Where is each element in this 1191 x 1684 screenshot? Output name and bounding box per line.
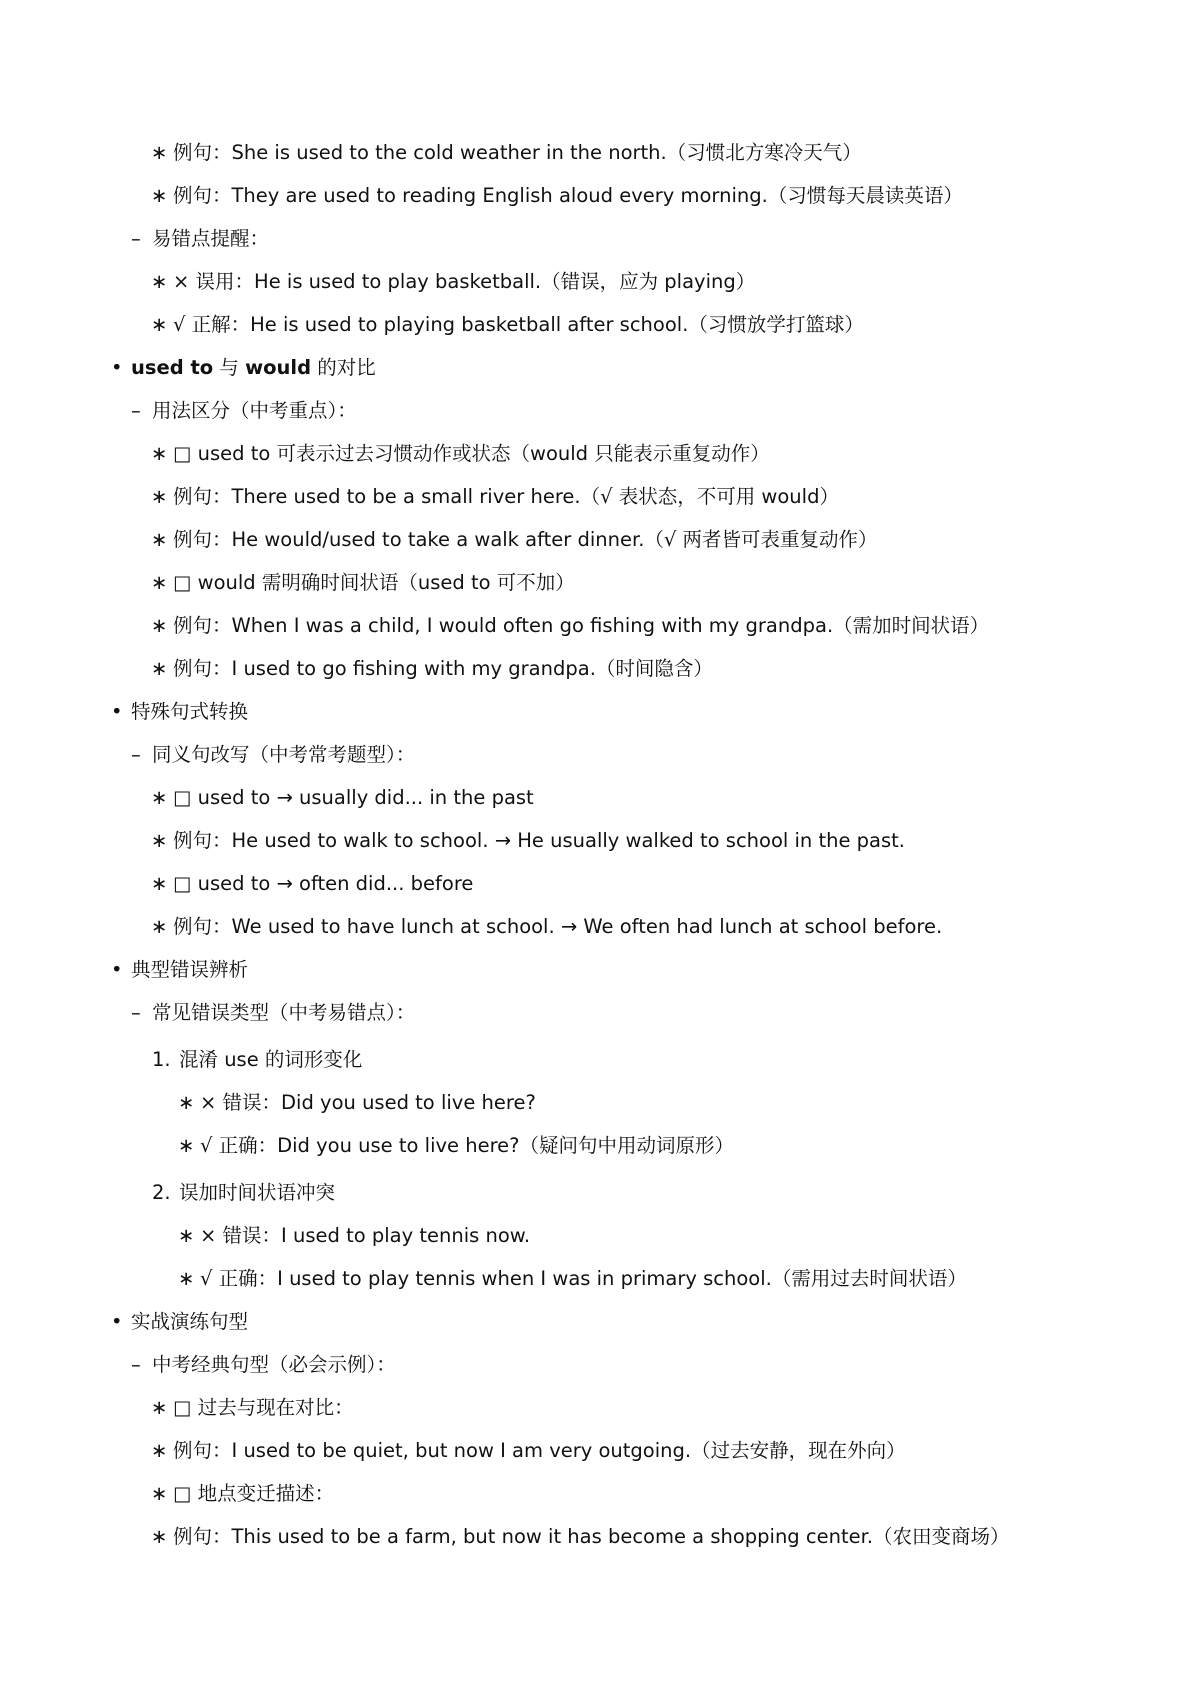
list-item-text: 例句：There used to be a small river here.（√ 表状态，不可用 would） bbox=[173, 485, 839, 508]
list-item-text: 例句：We used to have lunch at school. → We often had lunch at school before. bbox=[173, 915, 943, 938]
list-item-text: 用法区分（中考重点）： bbox=[152, 399, 357, 422]
star-marker: ∗ bbox=[151, 829, 168, 852]
star-marker: ∗ bbox=[151, 1525, 168, 1548]
list-item-text: □ used to → usually did... in the past bbox=[173, 786, 534, 809]
list-item-text: 例句：He used to walk to school. → He usually walked to school in the past. bbox=[173, 829, 906, 852]
list-item-text: 易错点提醒： bbox=[152, 227, 270, 250]
star-marker: ∗ bbox=[151, 184, 168, 207]
list-item bbox=[0, 131, 1191, 174]
list-number: 1. bbox=[152, 1048, 171, 1071]
star-marker: ∗ bbox=[151, 872, 168, 895]
list-item bbox=[0, 174, 1191, 217]
list-item bbox=[0, 303, 1191, 346]
list-item bbox=[0, 1081, 1191, 1124]
bold-term: would bbox=[245, 356, 312, 379]
list-item bbox=[0, 260, 1191, 303]
list-item-text: 典型错误辨析 bbox=[131, 958, 249, 981]
list-item-text: 例句：This used to be a farm, but now it has become a shopping center.（农田变商场） bbox=[173, 1525, 1010, 1548]
list-item bbox=[0, 604, 1191, 647]
list-item bbox=[0, 819, 1191, 862]
list-item-text: 例句：When I was a child, I would often go fishing with my grandpa.（需加时间状语） bbox=[173, 614, 990, 637]
star-marker: ∗ bbox=[151, 141, 168, 164]
list-item bbox=[0, 1429, 1191, 1472]
star-marker: ∗ bbox=[151, 528, 168, 551]
list-item bbox=[0, 905, 1191, 948]
bullet-marker: • bbox=[111, 1310, 123, 1333]
bullet-marker: • bbox=[111, 700, 123, 723]
list-item-text: 常见错误类型（中考易错点）： bbox=[152, 1001, 416, 1024]
star-marker: ∗ bbox=[151, 270, 168, 293]
star-marker: ∗ bbox=[151, 657, 168, 680]
list-item-text: □ used to → often did... before bbox=[173, 872, 474, 895]
list-item-text: 混淆 use 的词形变化 bbox=[179, 1048, 363, 1071]
connector-text: 与 bbox=[213, 356, 246, 379]
star-marker: ∗ bbox=[151, 571, 168, 594]
star-marker: ∗ bbox=[178, 1267, 195, 1290]
list-item-text: 例句：She is used to the cold weather in the north.（习惯北方寒冷天气） bbox=[173, 141, 862, 164]
star-marker: ∗ bbox=[151, 313, 168, 336]
list-item bbox=[0, 475, 1191, 518]
list-item-text: 特殊句式转换 bbox=[131, 700, 249, 723]
dash-marker: – bbox=[131, 227, 141, 250]
list-item bbox=[0, 561, 1191, 604]
list-item bbox=[0, 1472, 1191, 1515]
list-item bbox=[0, 1038, 1191, 1081]
star-marker: ∗ bbox=[151, 485, 168, 508]
list-item bbox=[0, 389, 1191, 432]
dash-marker: – bbox=[131, 1353, 141, 1376]
list-item bbox=[0, 948, 1191, 991]
star-marker: ∗ bbox=[178, 1134, 195, 1157]
list-item-text: □ 过去与现在对比： bbox=[173, 1396, 354, 1419]
star-marker: ∗ bbox=[178, 1224, 195, 1247]
list-item-text: √ 正确：I used to play tennis when I was in primary school.（需用过去时间状语） bbox=[200, 1267, 967, 1290]
document-page bbox=[0, 131, 1191, 1558]
list-item bbox=[0, 647, 1191, 690]
list-item bbox=[0, 1300, 1191, 1343]
bullet-marker: • bbox=[111, 958, 123, 981]
star-marker: ∗ bbox=[151, 1482, 168, 1505]
list-number: 2. bbox=[152, 1181, 171, 1204]
bullet-marker: • bbox=[111, 356, 123, 379]
list-item-text: □ used to 可表示过去习惯动作或状态（would 只能表示重复动作） bbox=[173, 442, 770, 465]
list-item bbox=[0, 1386, 1191, 1429]
list-item-text: 实战演练句型 bbox=[131, 1310, 249, 1333]
list-item-text: 同义句改写（中考常考题型）： bbox=[152, 743, 416, 766]
bold-term: used to bbox=[131, 356, 214, 379]
list-item-text: 误加时间状语冲突 bbox=[179, 1181, 336, 1204]
list-item-text: 中考经典句型（必会示例）： bbox=[152, 1353, 396, 1376]
list-item bbox=[0, 733, 1191, 776]
star-marker: ∗ bbox=[178, 1091, 195, 1114]
dash-marker: – bbox=[131, 743, 141, 766]
list-item-text: 例句：He would/used to take a walk after dinner.（√ 两者皆可表重复动作） bbox=[173, 528, 878, 551]
list-item bbox=[0, 217, 1191, 260]
list-item bbox=[0, 776, 1191, 819]
list-item-text: × 错误：I used to play tennis now. bbox=[200, 1224, 531, 1247]
list-item bbox=[0, 432, 1191, 475]
outline-list bbox=[0, 131, 1191, 1558]
star-marker: ∗ bbox=[151, 1439, 168, 1462]
star-marker: ∗ bbox=[151, 915, 168, 938]
list-item bbox=[0, 991, 1191, 1034]
list-item-text: √ 正确：Did you use to live here?（疑问句中用动词原形） bbox=[200, 1134, 735, 1157]
list-item bbox=[0, 690, 1191, 733]
list-item-text: □ 地点变迁描述： bbox=[173, 1482, 335, 1505]
list-item bbox=[0, 1124, 1191, 1167]
list-item-text: × 错误：Did you used to live here? bbox=[200, 1091, 536, 1114]
list-item bbox=[0, 1343, 1191, 1386]
list-item bbox=[0, 1515, 1191, 1558]
list-item-text bbox=[131, 346, 376, 389]
list-item-text: 例句：I used to go fishing with my grandpa.（时间隐含） bbox=[173, 657, 713, 680]
tail-text: 的对比 bbox=[311, 356, 376, 379]
list-item-text: × 误用：He is used to play basketball.（错误，应为 playing） bbox=[173, 270, 756, 293]
list-item bbox=[0, 518, 1191, 561]
list-item bbox=[0, 1257, 1191, 1300]
dash-marker: – bbox=[131, 1001, 141, 1024]
list-item bbox=[0, 1171, 1191, 1214]
list-item-text: □ would 需明确时间状语（used to 可不加） bbox=[173, 571, 575, 594]
star-marker: ∗ bbox=[151, 614, 168, 637]
list-item-text: 例句：They are used to reading English aloud every morning.（习惯每天晨读英语） bbox=[173, 184, 963, 207]
list-item bbox=[0, 862, 1191, 905]
list-item bbox=[0, 1214, 1191, 1257]
star-marker: ∗ bbox=[151, 786, 168, 809]
star-marker: ∗ bbox=[151, 442, 168, 465]
list-item bbox=[0, 346, 1191, 389]
star-marker: ∗ bbox=[151, 1396, 168, 1419]
list-item-text: 例句：I used to be quiet, but now I am very outgoing.（过去安静，现在外向） bbox=[173, 1439, 906, 1462]
dash-marker: – bbox=[131, 399, 141, 422]
list-item-text: √ 正解：He is used to playing basketball after school.（习惯放学打篮球） bbox=[173, 313, 864, 336]
